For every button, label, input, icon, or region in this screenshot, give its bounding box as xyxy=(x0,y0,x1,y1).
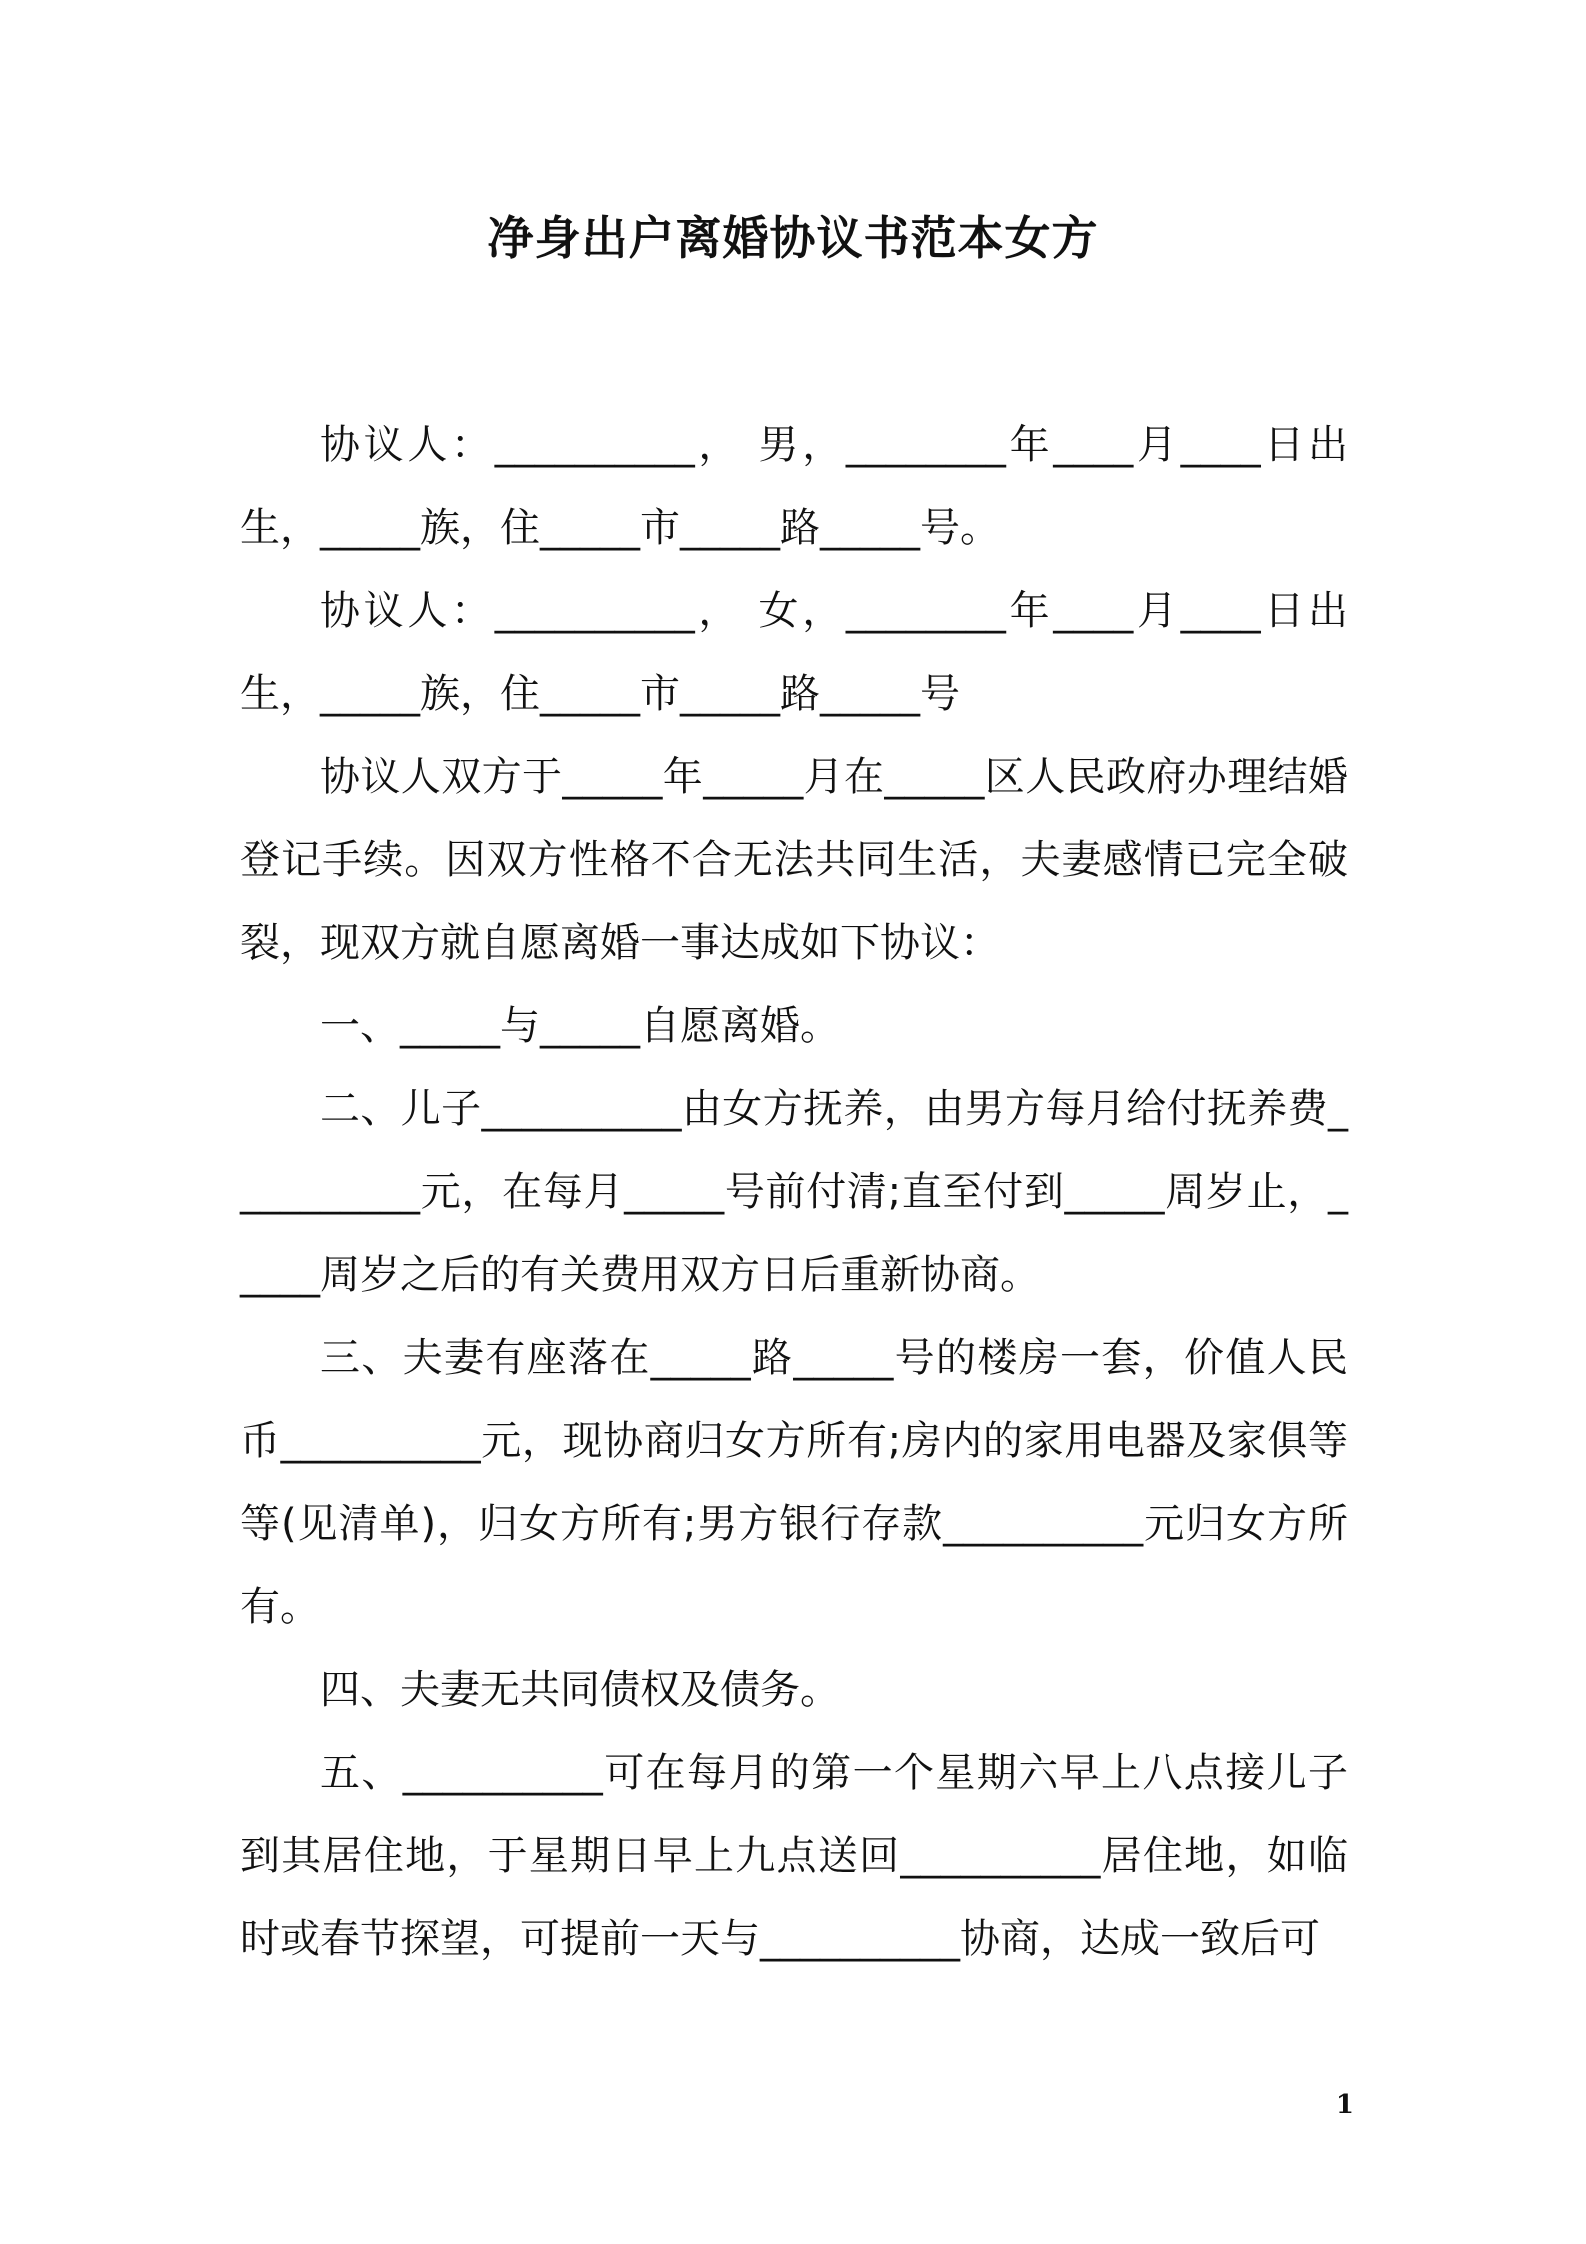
paragraph-marriage-info: 协议人双方于_____年_____月在_____区人民政府办理结婚登记手续。因双方性格不合无法共同生活，夫妻感情已完全破裂，现双方就自愿离婚一事达成如下协议： xyxy=(240,754,1348,966)
paragraph-clause-1: 一、_____与_____自愿离婚。 xyxy=(320,1003,840,1049)
paragraph-clause-4: 四、夫妻无共同债权及债务。 xyxy=(320,1667,840,1713)
document-body xyxy=(240,404,1348,1981)
paragraph-clause-5: 五、__________可在每月的第一个星期六早上八点接儿子到其居住地，于星期日早上九点送回__________居住地，如临时或春节探望，可提前一天与__________协商，达成一致后可 xyxy=(240,1750,1348,1962)
page-number: 1 xyxy=(1335,2090,1354,2120)
paragraph-party-female: 协议人：__________， 女，________年____月____日出生，_____族，住_____市_____路_____号 xyxy=(240,588,1348,717)
paragraph-clause-3: 三、夫妻有座落在_____路_____号的楼房一套，价值人民币__________元，现协商归女方所有;房内的家用电器及家俱等等(见清单)，归女方所有;男方银行存款__________元归女方所有。 xyxy=(240,1335,1348,1630)
paragraph-clause-2: 二、儿子__________由女方抚养，由男方每月给付抚养费__________元，在每月_____号前付清;直至付到_____周岁止，_____周岁之后的有关费用双方日后重新协商。 xyxy=(240,1086,1348,1298)
document-title: 净身出户离婚协议书范本女方 xyxy=(487,211,1099,265)
paragraph-party-male: 协议人：__________， 男，________年____月____日出生，_____族，住_____市_____路_____号。 xyxy=(240,422,1348,551)
